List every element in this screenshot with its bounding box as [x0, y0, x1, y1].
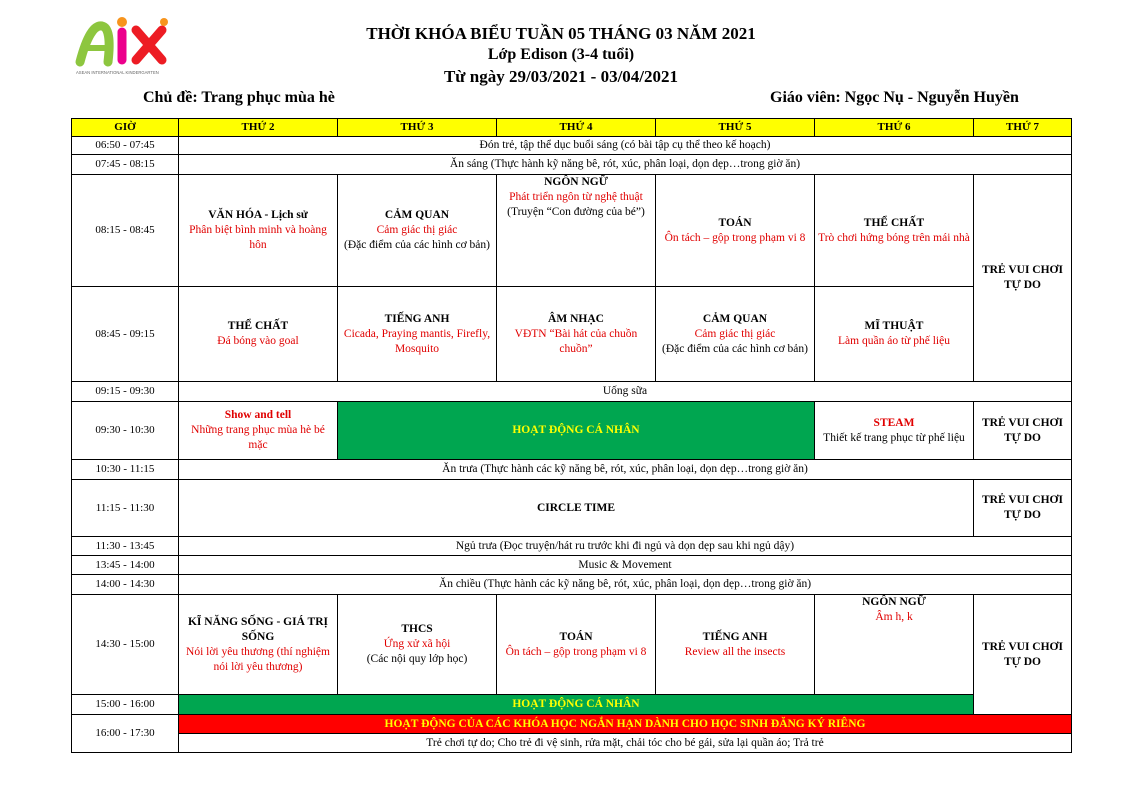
table-row [72, 460, 1072, 480]
col-mon: THỨ 2 [179, 119, 338, 137]
lesson-title: CẢM QUAN [702, 312, 768, 325]
free-play-cell: TRẺ VUI CHƠI TỰ DO [974, 595, 1072, 715]
table-row [72, 595, 1072, 695]
time-cell: 15:00 - 16:00 [72, 695, 179, 715]
table-row [72, 382, 1072, 402]
lesson-note: (Truyện “Con đường của bé”) [507, 206, 645, 218]
lesson-topic: Phân biệt bình minh và hoàng hôn [189, 224, 327, 251]
lesson-note: Thiết kế trang phục từ phế liệu [823, 431, 965, 444]
free-play-cell: TRẺ VUI CHƠI TỰ DO [974, 402, 1072, 460]
time-cell: 14:30 - 15:00 [72, 595, 179, 695]
table-row [72, 137, 1072, 155]
time-cell: 08:15 - 08:45 [72, 175, 179, 287]
lesson-title: TOÁN [718, 216, 752, 229]
table-row [72, 480, 1072, 537]
activity-cell: Ăn sáng (Thực hành kỹ năng bê, rót, xúc, phân loại, dọn dẹp…trong giờ ăn) [179, 155, 1072, 175]
col-time: GIỜ [72, 119, 179, 137]
lesson-title: TOÁN [559, 630, 593, 643]
lesson-topic: Cicada, Praying mantis, Firefly, Mosquito [343, 327, 491, 355]
lesson-title: ÂM NHẠC [548, 312, 604, 325]
col-fri: THỨ 6 [815, 119, 974, 137]
table-row [72, 715, 1072, 734]
lesson-cell [179, 287, 338, 382]
class-name: Lớp Edison (3-4 tuổi) [487, 46, 635, 63]
lesson-cell [179, 595, 338, 695]
time-cell: 11:15 - 11:30 [72, 480, 179, 537]
time-cell: 14:00 - 14:30 [72, 575, 179, 595]
lesson-title: KĨ NĂNG SỐNG - GIÁ TRỊ SỐNG [187, 615, 329, 643]
lesson-cell [497, 595, 656, 695]
lesson-cell [656, 287, 815, 382]
lesson-title: TIẾNG ANH [384, 312, 450, 325]
activity-cell: Uống sữa [179, 382, 1072, 402]
lesson-title: CẢM QUAN [384, 209, 450, 221]
circle-time-cell: CIRCLE TIME [179, 480, 974, 537]
lesson-cell [656, 175, 815, 287]
lesson-cell [179, 175, 338, 287]
date-range: Từ ngày 29/03/2021 - 03/04/2021 [443, 67, 679, 86]
lesson-topic: Những trang phục mùa hè bé mặc [191, 424, 325, 451]
lesson-topic: Cảm giác thị giác [694, 327, 776, 340]
lesson-title: Show and tell [224, 409, 292, 421]
logo-subtext: ASEAN INTERNATIONAL KINDERGARTEN [76, 70, 159, 75]
lesson-cell [338, 175, 497, 287]
lesson-title: NGÔN NGỮ [862, 596, 926, 608]
lesson-topic: Đá bóng vào goal [217, 335, 299, 347]
lesson-cell [497, 175, 656, 287]
activity-cell: Music & Movement [179, 556, 1072, 575]
lesson-cell [338, 287, 497, 382]
lesson-cell [815, 287, 974, 382]
table-row [72, 537, 1072, 556]
individual-activity-cell: HOẠT ĐỘNG CÁ NHÂN [179, 695, 974, 715]
col-wed: THỨ 4 [497, 119, 656, 137]
lesson-title: VĂN HÓA - Lịch sử [208, 209, 308, 221]
lesson-title: THỂ CHẤT [227, 320, 289, 332]
lesson-topic: Âm h, k [875, 611, 913, 623]
time-cell: 16:00 - 17:30 [72, 715, 179, 753]
time-cell: 08:45 - 09:15 [72, 287, 179, 382]
lesson-topic: VĐTN “Bài hát của chuồn chuồn” [514, 327, 638, 355]
activity-cell: Ăn chiều (Thực hành các kỹ năng bê, rót, xúc, phân loại, dọn dẹp…trong giờ ăn) [179, 575, 1072, 595]
table-row [72, 402, 1072, 460]
individual-activity-cell: HOẠT ĐỘNG CÁ NHÂN [338, 402, 815, 460]
table-row [72, 287, 1072, 382]
lesson-topic: Ứng xử xã hội [383, 638, 451, 650]
lesson-cell [656, 595, 815, 695]
lesson-topic: Ôn tách – gộp trong phạm vi 8 [664, 231, 806, 244]
lesson-note: (Đặc điểm của các hình cơ bản) [662, 342, 808, 355]
lesson-title: THCS [401, 623, 433, 635]
lesson-title: NGÔN NGỮ [544, 176, 608, 188]
activity-cell: Ngủ trưa (Đọc truyện/hát ru trước khi đi ngủ và dọn dẹp sau khi ngủ dậy) [179, 537, 1072, 556]
lesson-cell [815, 402, 974, 460]
table-row [72, 155, 1072, 175]
lesson-cell [815, 595, 974, 695]
lesson-topic: Review all the insects [684, 645, 786, 658]
lesson-note: (Đặc điểm của các hình cơ bản) [344, 239, 490, 251]
free-play-cell: TRẺ VUI CHƠI TỰ DO [974, 175, 1072, 382]
topic-label: Chủ đề: Trang phục mùa hè [143, 89, 335, 106]
lesson-cell [179, 402, 338, 460]
time-cell: 07:45 - 08:15 [72, 155, 179, 175]
table-row [72, 175, 1072, 287]
activity-cell: Đón trẻ, tập thể dục buổi sáng (có bài tập cụ thể theo kế hoạch) [179, 137, 1072, 155]
page-title: THỜI KHÓA BIỂU TUẦN 05 THÁNG 03 NĂM 2021 [366, 24, 756, 43]
timetable [71, 118, 1072, 753]
lesson-title: STEAM [873, 416, 915, 429]
lesson-title: TIẾNG ANH [702, 630, 768, 643]
lesson-topic: Cảm giác thị giác [376, 224, 458, 236]
col-thu: THỨ 5 [656, 119, 815, 137]
table-row [72, 575, 1072, 595]
table-row [72, 556, 1072, 575]
lesson-title: MĨ THUẬT [864, 320, 924, 332]
lesson-topic: Làm quần áo từ phế liệu [838, 335, 950, 347]
table-row [72, 695, 1072, 715]
header-row [72, 119, 1072, 137]
short-course-banner: HOẠT ĐỘNG CỦA CÁC KHÓA HỌC NGẮN HẠN DÀNH CHO HỌC SINH ĐĂNG KÝ RIÊNG [179, 715, 1072, 734]
lesson-cell [338, 595, 497, 695]
lesson-topic: Ôn tách – gộp trong phạm vi 8 [505, 645, 647, 658]
lesson-title: THỂ CHẤT [863, 216, 925, 229]
time-cell: 09:15 - 09:30 [72, 382, 179, 402]
table-row [72, 734, 1072, 753]
time-cell: 13:45 - 14:00 [72, 556, 179, 575]
free-play-cell: TRẺ VUI CHƠI TỰ DO [974, 480, 1072, 537]
col-sat: THỨ 7 [974, 119, 1072, 137]
lesson-note: (Các nội quy lớp học) [366, 653, 468, 665]
lesson-cell [815, 175, 974, 287]
activity-cell: Trẻ chơi tự do; Cho trẻ đi vệ sinh, rửa mặt, chải tóc cho bé gái, sửa lại quần áo; Trả trẻ [179, 734, 1072, 753]
time-cell: 10:30 - 11:15 [72, 460, 179, 480]
time-cell: 06:50 - 07:45 [72, 137, 179, 155]
time-cell: 11:30 - 13:45 [72, 537, 179, 556]
lesson-topic: Phát triển ngôn từ nghệ thuật [509, 191, 643, 203]
lesson-topic: Trò chơi hứng bóng trên mái nhà [818, 231, 970, 244]
lesson-topic: Nói lời yêu thương (thí nghiệm nói lời yêu thương) [186, 645, 330, 673]
time-cell: 09:30 - 10:30 [72, 402, 179, 460]
lesson-cell [497, 287, 656, 382]
activity-cell: Ăn trưa (Thực hành các kỹ năng bê, rót, xúc, phân loại, dọn dẹp…trong giờ ăn) [179, 460, 1072, 480]
teachers-label: Giáo viên: Ngọc Nụ - Nguyễn Huyền [770, 89, 1019, 106]
col-tue: THỨ 3 [338, 119, 497, 137]
